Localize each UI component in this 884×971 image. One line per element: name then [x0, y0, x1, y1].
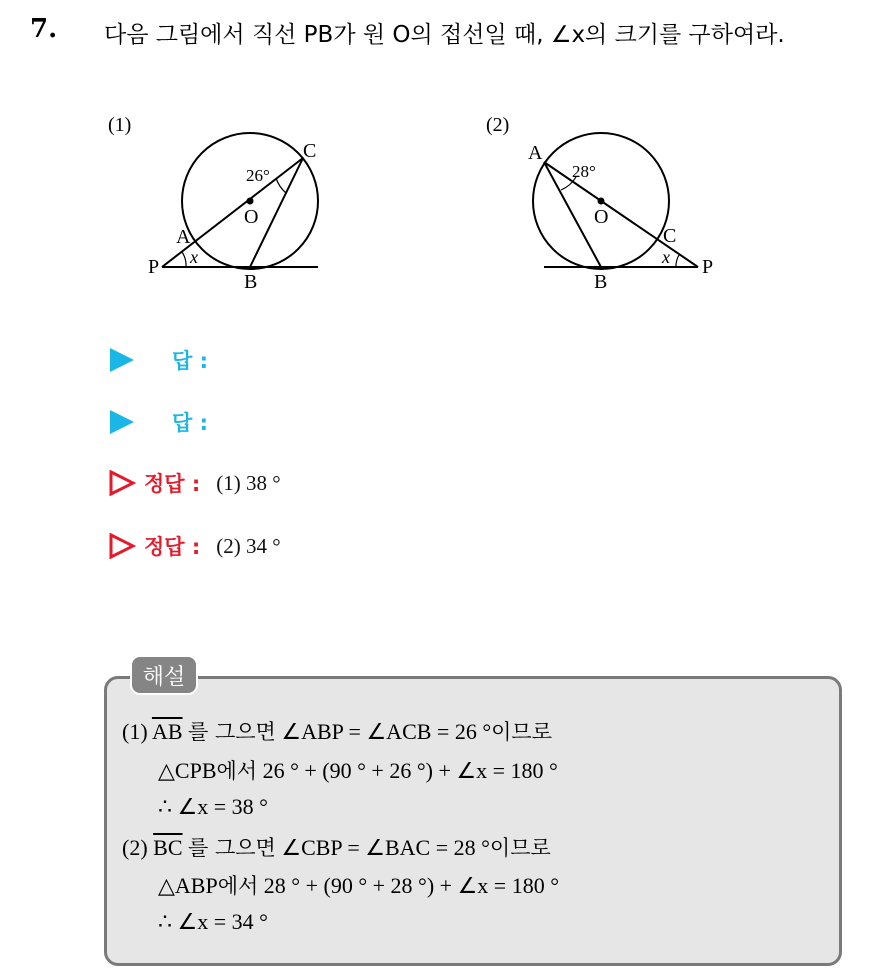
- figure-1-angle-label: 26°: [246, 166, 270, 185]
- figure-2-label: (2): [486, 114, 510, 136]
- explanation-line-3: ∴ ∠x = 38 °: [158, 794, 268, 819]
- figure-1-point-c: C: [303, 140, 317, 162]
- figure-2-x-arc: [676, 255, 679, 267]
- correct-answer-row-2: [108, 529, 281, 563]
- correct-answer-label: 정답 :: [144, 535, 201, 559]
- figure-1-point-p: P: [148, 256, 160, 278]
- figure-2-point-a: A: [528, 142, 543, 164]
- play-triangle-icon: [108, 347, 136, 373]
- figure-1-x-arc: [182, 252, 186, 267]
- explanation-line-4: (2) $\overline{BC}$ 를 그으면 ∠CBP = ∠BAC = 28 °이므로: [122, 835, 551, 860]
- correct-answer-value: (1) 38 °: [216, 470, 281, 495]
- play-triangle-icon: [108, 409, 136, 435]
- figure-1: [100, 105, 340, 295]
- figure-2-angle-label: 28°: [572, 162, 596, 181]
- figure-2: [478, 105, 738, 295]
- figure-2-center: [598, 198, 605, 205]
- explanation-tab: 해설: [130, 655, 198, 695]
- figure-1-point-o: O: [244, 206, 259, 228]
- figure-1-angle-arc: [276, 178, 286, 193]
- explanation-line-2: △CPB에서 26 ° + (90 ° + 26 °) + ∠x = 180 °: [158, 758, 558, 783]
- figure-1-center: [247, 198, 254, 205]
- figure-2-point-c: C: [663, 225, 677, 247]
- figure-2-point-b: B: [594, 271, 608, 293]
- figure-2-secant: [544, 162, 698, 267]
- figure-1-point-a: A: [176, 226, 191, 248]
- figure-2-point-o: O: [594, 206, 609, 228]
- answer-label: 답 :: [172, 411, 208, 435]
- figure-2-x-label: x: [662, 247, 670, 267]
- explanation-line-5: △ABP에서 28 ° + (90 ° + 28 °) + ∠x = 180 °: [158, 873, 559, 898]
- answer-label: 답 :: [172, 349, 208, 373]
- figure-1-x-label: x: [190, 247, 198, 267]
- segment-bc: $\overline{BC}$: [153, 835, 183, 860]
- figure-1-label: (1): [108, 114, 132, 136]
- question-text: 다음 그림에서 직선 PB가 원 O의 접선일 때, ∠x의 크기를 구하여라.: [104, 22, 785, 48]
- answer-row-1: [108, 343, 208, 377]
- correct-answer-label: 정답 :: [144, 472, 201, 496]
- outline-triangle-icon: [108, 470, 136, 496]
- answer-row-2: [108, 405, 208, 439]
- correct-answer-value: (2) 34 °: [216, 533, 281, 558]
- explanation-line-6: ∴ ∠x = 34 °: [158, 909, 268, 934]
- figure-2-point-p: P: [702, 256, 714, 278]
- segment-ab: $\overline{AB}$: [151, 719, 183, 744]
- question-number: 7.: [30, 14, 58, 44]
- figure-1-point-b: B: [244, 271, 258, 293]
- outline-triangle-icon: [108, 533, 136, 559]
- correct-answer-row-1: [108, 466, 281, 500]
- explanation-line-1: (1) $\overline{AB}$ 를 그으면 ∠ABP = ∠ACB = 26 °이므로: [122, 719, 552, 744]
